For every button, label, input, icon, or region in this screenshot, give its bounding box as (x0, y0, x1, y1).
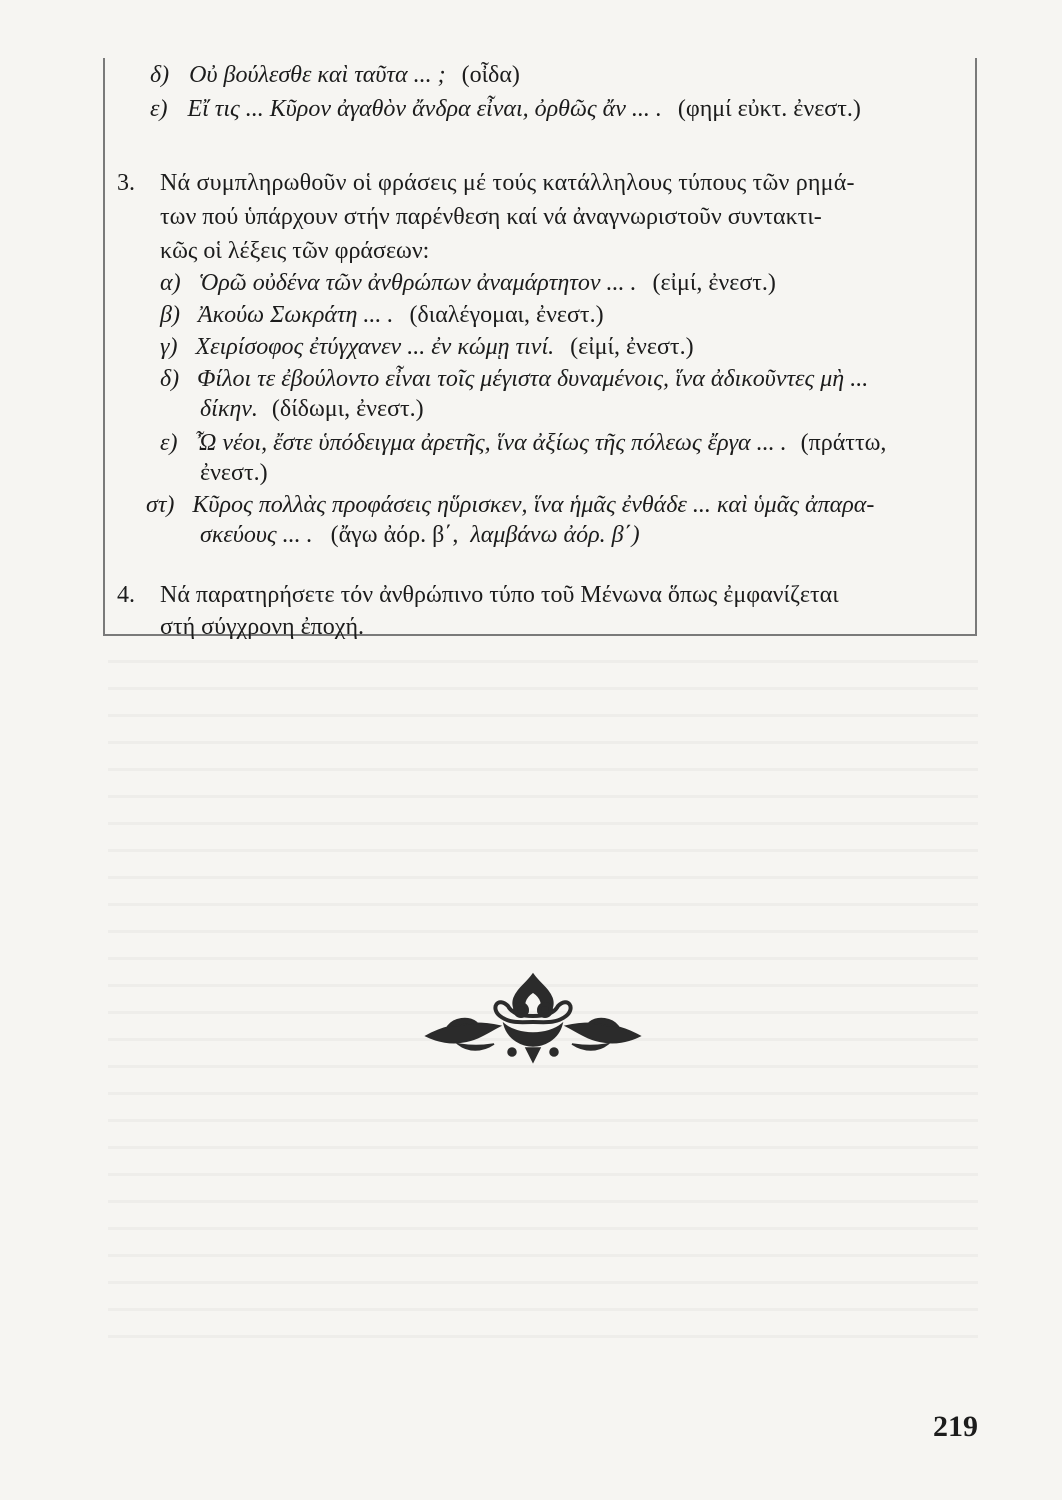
exercise-4-line: στή σύγχρονη ἐποχή. (160, 614, 364, 640)
floral-ornament-icon (418, 966, 648, 1066)
exercise-4-number: 4. (117, 582, 135, 608)
exercise-3-instruction-line: Νά συμπληρωθοῦν οἱ φράσεις μέ τούς κατάλληλους τύπους τῶν ρημά- (160, 170, 855, 196)
exercise-3-item-f: στ) Κῦρος πολλὰς προφάσεις ηὕρισκεν, ἵνα ἡμᾶς ἐνθάδε ... καὶ ὑμᾶς ἀπαρα- (146, 492, 875, 518)
exercise-3-instruction-line: των πού ὑπάρχουν στήν παρένθεση καί νά ἀναγνωριστοῦν συντακτι- (160, 204, 822, 230)
exercise-3-item-e-continuation: ἐνεστ.) (200, 460, 268, 486)
exercise-3-item-a: α) Ὁρῶ οὐδένα τῶν ἀνθρώπων ἀναμάρτητον ... . (εἰμί, ἐνεστ.) (160, 270, 776, 296)
exercise-3-item-c: γ) Χειρίσοφος ἐτύγχανεν ... ἐν κώμῃ τινί. (εἰμί, ἐνεστ.) (160, 334, 694, 360)
exercise-3-item-e: ε) Ὦ νέοι, ἔστε ὑπόδειγμα ἀρετῆς, ἵνα ἀξίως τῆς πόλεως ἔργα ... . (πράττω, (160, 430, 887, 456)
prev-item-d: δ) Οὐ βούλεσθε καὶ ταῦτα ... ; (οἶδα) (150, 62, 520, 88)
prev-item-e: ε) Εἴ τις ... Κῦρον ἀγαθὸν ἄνδρα εἶναι, ὀρθῶς ἄν ... . (φημί εὐκτ. ἐνεστ.) (150, 96, 861, 122)
exercise-3-item-d-continuation: δίκην. (δίδωμι, ἐνεστ.) (200, 396, 424, 422)
exercise-3-item-b: β) Ἀκούω Σωκράτη ... . (διαλέγομαι, ἐνεστ.) (160, 302, 604, 328)
page-number: 219 (933, 1410, 978, 1443)
exercise-3-number: 3. (117, 170, 135, 196)
exercise-3-item-d: δ) Φίλοι τε ἐβούλοντο εἶναι τοῖς μέγιστα δυναμένοις, ἵνα ἀδικοῦντες μὴ ... (160, 366, 869, 392)
exercise-3-instruction-line: κῶς οἱ λέξεις τῶν φράσεων: (160, 238, 430, 264)
exercise-4-line: Νά παρατηρήσετε τόν ἀνθρώπινο τύπο τοῦ Μένωνα ὅπως ἐμφανίζεται (160, 582, 839, 608)
exercise-3-item-f-continuation: σκεύους ... . (ἄγω ἀόρ. β΄, λαμβάνω ἀόρ. β΄) (200, 522, 640, 548)
